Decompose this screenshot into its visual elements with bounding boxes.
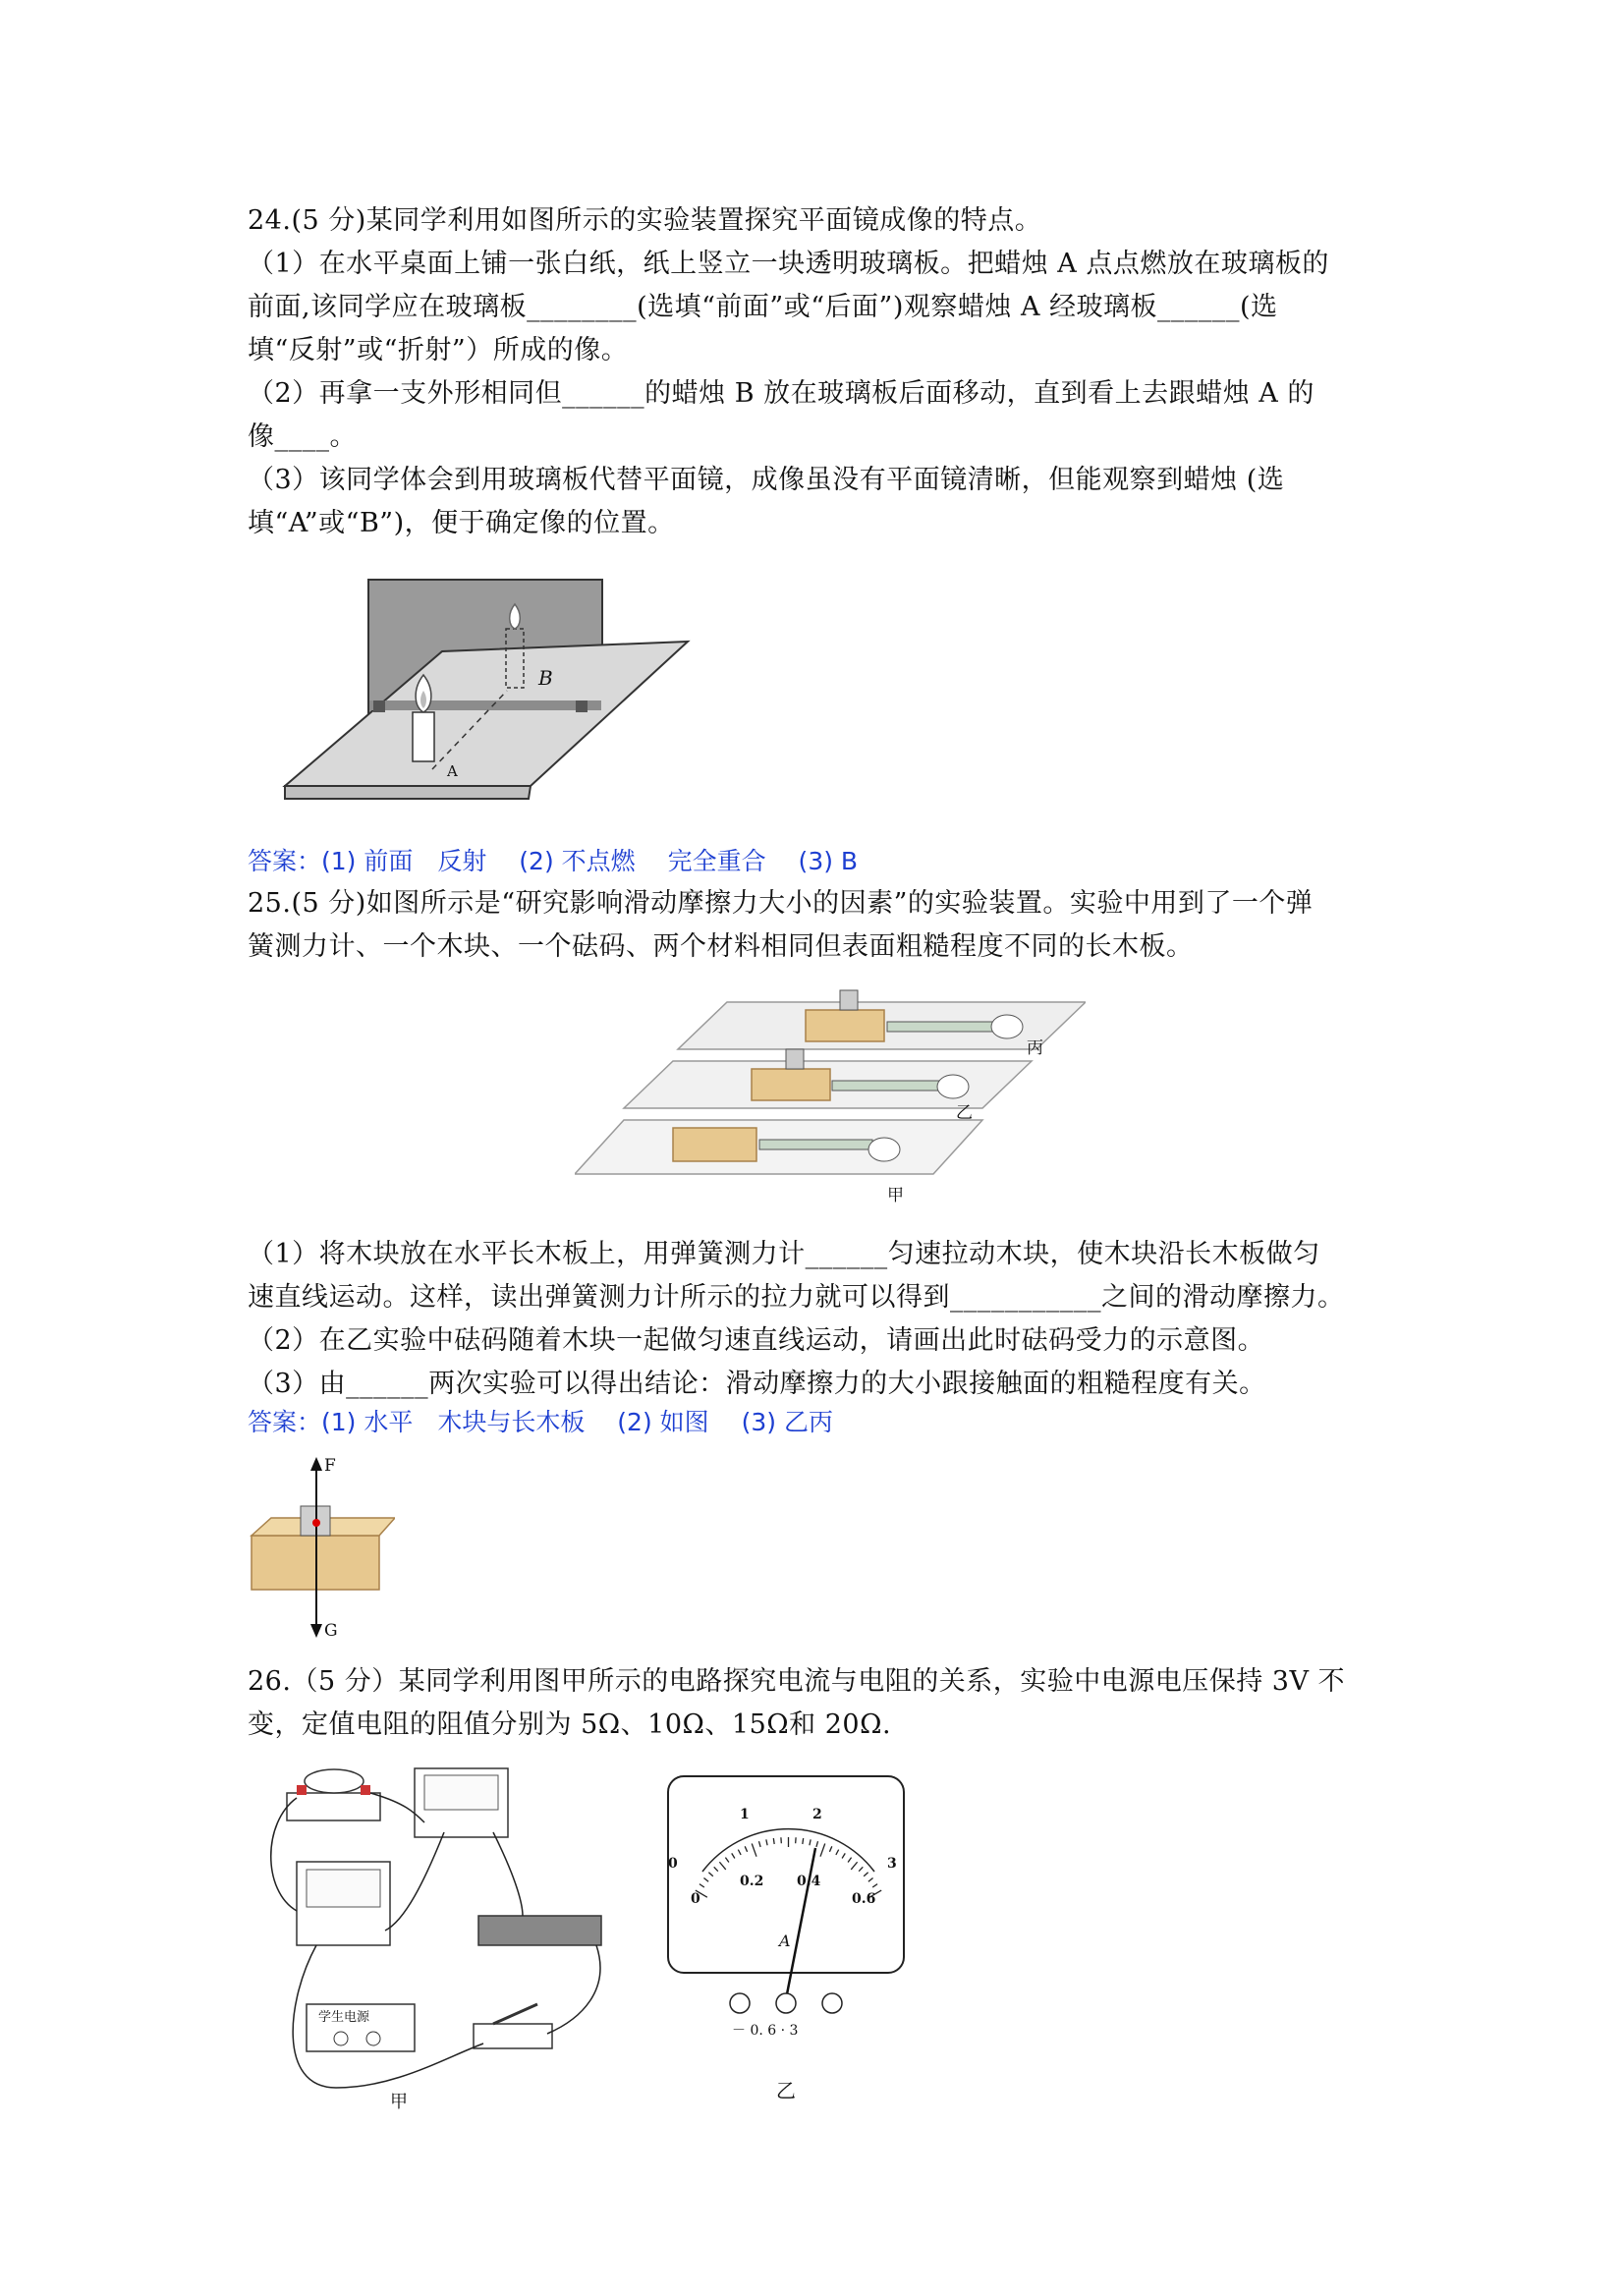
q24-line-5: （2）再拿一支外形相同但______的蜡烛 B 放在玻璃板后面移动，直到看上去跟蜡烛 A 的 xyxy=(248,378,1315,409)
meter-bottom-tick-1: 0.2 xyxy=(740,1874,764,1889)
scale-bing xyxy=(887,1022,995,1032)
meter-tick xyxy=(773,1838,774,1844)
q24-line-1: 24.(5 分)某同学利用如图所示的实验装置探究平面镜成像的特点。 xyxy=(248,205,1042,236)
label-jia: 甲 xyxy=(390,2092,408,2112)
label-jia: 甲 xyxy=(887,1186,904,1205)
meter-top-tick-0: 0 xyxy=(668,1856,678,1872)
switch xyxy=(474,2024,552,2048)
block-yi xyxy=(752,1069,830,1100)
meter-bottom-tick-3: 0.6 xyxy=(852,1891,876,1907)
meter-terminal-labels: － 0. 6 · 3 xyxy=(732,2023,799,2039)
meter-bottom-tick-0: 0 xyxy=(691,1891,700,1907)
hand-yi xyxy=(937,1075,969,1098)
hand-jia xyxy=(868,1138,900,1161)
weight-yi xyxy=(786,1049,804,1069)
glass-clip-right xyxy=(576,700,588,712)
mirror-experiment-figure xyxy=(275,575,698,811)
block-bing xyxy=(806,1010,884,1041)
power-terminal-neg xyxy=(334,2032,348,2045)
resistor-terminal-left xyxy=(297,1785,307,1795)
wire-3 xyxy=(385,1832,444,1931)
terminal-neg xyxy=(730,1993,750,2013)
resistor xyxy=(305,1769,364,1793)
q25-answer: 答案：(1) 水平 木块与长木板 (2) 如图 (3) 乙丙 xyxy=(248,1408,833,1436)
q24-line-6: 像____。 xyxy=(248,421,357,452)
q25-line-1: 25.(5 分)如图所示是“研究影响滑动摩擦力大小的因素”的实验装置。实验中用到了一个弹 xyxy=(248,888,1314,919)
meter-top-tick-2: 2 xyxy=(812,1807,822,1822)
weight-bing xyxy=(840,990,858,1010)
q24-line-8: 填“A”或“B”)，便于确定像的位置。 xyxy=(248,508,675,538)
q25-line-3: （1）将木块放在水平长木板上，用弹簧测力计______匀速拉动木块，使木块沿长木板做匀 xyxy=(248,1239,1320,1269)
candle-a xyxy=(413,712,434,761)
force-g-arrowhead xyxy=(310,1624,322,1638)
friction-experiment-figure xyxy=(575,982,1086,1223)
wire-6 xyxy=(547,1945,600,2034)
meter-unit: A xyxy=(779,1932,791,1950)
terminal-06 xyxy=(776,1993,796,2013)
force-diagram-figure xyxy=(248,1449,395,1646)
block-jia xyxy=(673,1128,756,1161)
q24-line-2: （1）在水平桌面上铺一张白纸，纸上竖立一块透明玻璃板。把蜡烛 A 点点燃放在玻璃板的 xyxy=(248,249,1329,279)
power-terminal-pos xyxy=(366,2032,380,2045)
rheostat xyxy=(478,1916,601,1945)
table-edge xyxy=(285,786,531,799)
terminal-3 xyxy=(822,1993,842,2013)
q24-line-4: 填“反射”或“折射”）所成的像。 xyxy=(248,335,629,365)
resistor-terminal-right xyxy=(361,1785,370,1795)
wire-4 xyxy=(493,1832,523,1916)
meter-tick xyxy=(803,1838,804,1844)
scale-jia xyxy=(759,1140,872,1149)
label-yi: 乙 xyxy=(776,2079,796,2102)
q26-line-2: 变，定值电阻的阻值分别为 5Ω、10Ω、15Ω和 20Ω. xyxy=(248,1709,892,1740)
meter-top-tick-3: 3 xyxy=(887,1856,897,1872)
ammeter-dial-figure xyxy=(663,1773,914,2112)
q25-line-6: （3）由______两次实验可以得出结论：滑动摩擦力的大小跟接触面的粗糙程度有关。 xyxy=(248,1369,1266,1399)
label-bing: 丙 xyxy=(1027,1038,1043,1058)
q24-answer: 答案：(1) 前面 反射 (2) 不点燃 完全重合 (3) B xyxy=(248,847,859,875)
label-f: F xyxy=(324,1456,336,1476)
q25-line-5: （2）在乙实验中砝码随着木块一起做匀速直线运动，请画出此时砝码受力的示意图。 xyxy=(248,1325,1265,1356)
label-yi: 乙 xyxy=(956,1103,973,1123)
circuit-figure xyxy=(257,1764,631,2117)
ammeter-dial xyxy=(307,1870,380,1907)
meter-top-tick-1: 1 xyxy=(740,1807,750,1822)
q25-line-4: 速直线运动。这样，读出弹簧测力计所示的拉力就可以得到___________之间的滑动摩擦力。 xyxy=(248,1282,1345,1313)
glass-clip-left xyxy=(373,700,385,712)
q25-line-2: 簧测力计、一个木块、一个砝码、两个材料相同但表面粗糙程度不同的长木板。 xyxy=(248,931,1194,962)
q24-line-7: （3）该同学体会到用玻璃板代替平面镜，成像虽没有平面镜清晰，但能观察到蜡烛 (选 xyxy=(248,465,1285,495)
force-f-arrowhead xyxy=(310,1457,322,1471)
center-dot xyxy=(312,1519,320,1527)
resistor-holder xyxy=(287,1793,380,1820)
label-g: G xyxy=(324,1621,338,1641)
meter-bottom-tick-2: 0.4 xyxy=(797,1874,821,1889)
switch-lever xyxy=(493,2004,537,2024)
glass-base xyxy=(369,700,601,710)
q26-line-1: 26.（5 分）某同学利用图甲所示的电路探究电流与电阻的关系，实验中电源电压保持 3V 不 xyxy=(248,1666,1346,1697)
q24-line-3: 前面,该同学应在玻璃板________(选填“前面”或“后面”)观察蜡烛 A 经玻璃板______(选 xyxy=(248,292,1278,322)
hand-bing xyxy=(991,1015,1023,1038)
label-a: A xyxy=(447,762,458,780)
label-b: B xyxy=(538,666,553,690)
power-supply-label: 学生电源 xyxy=(318,2010,370,2025)
scale-yi xyxy=(832,1081,940,1091)
voltmeter-dial xyxy=(424,1775,498,1810)
